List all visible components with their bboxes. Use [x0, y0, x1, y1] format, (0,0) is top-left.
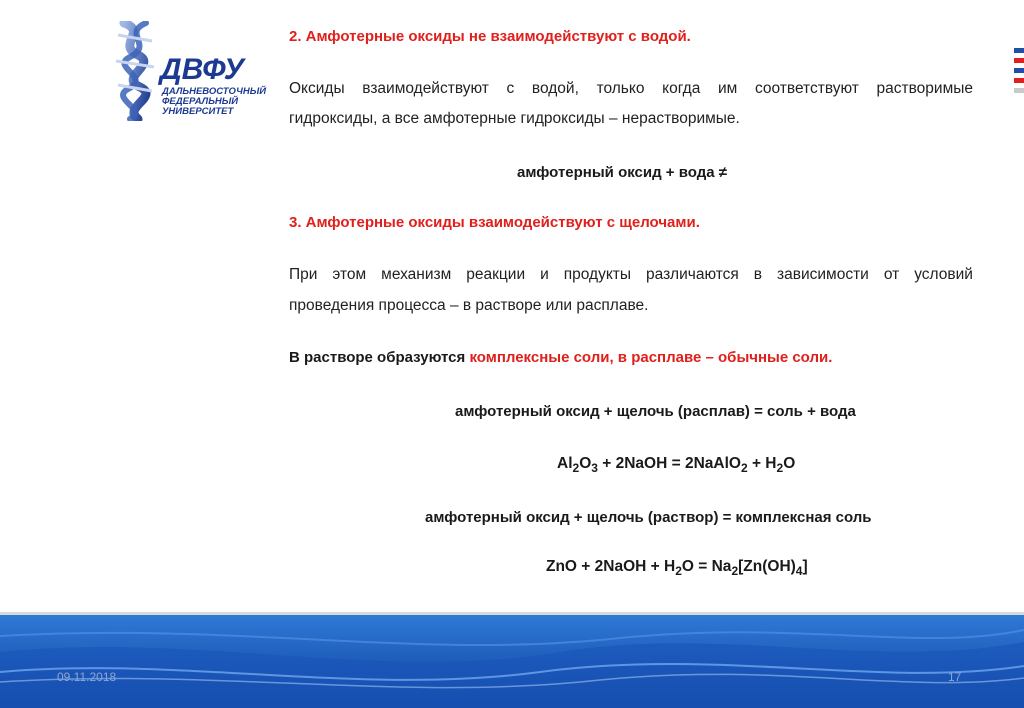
footer-date: 09.11.2018 [57, 670, 117, 684]
paragraph-line-justified [289, 74, 973, 104]
paragraph-word: только [596, 80, 645, 97]
paragraph-word: продукты [563, 266, 632, 283]
paragraph-word: условий [914, 266, 973, 283]
logo-subtitle-line1: ДАЛЬНЕВОСТОЧНЫЙ [162, 86, 267, 97]
paragraph-word: различаются [646, 266, 739, 283]
paragraph-mechanism [289, 260, 973, 290]
summary-red-text: комплексные соли, в расплаве – обычные соли. [469, 349, 833, 366]
paragraph-word: этом [332, 266, 367, 283]
paragraph-word: им [717, 80, 738, 97]
equation-al2o3-naoh: $Al_2O_3$ + 2NaOH = 2NaAlO$_2$ + $H_2O$ [557, 455, 796, 475]
word-equation-melt: амфотерный оксид + щелочь (расплав) = соль + вода [455, 403, 856, 420]
paragraph-word: в [753, 266, 763, 283]
summary-black-text: В растворе образуются [289, 349, 470, 366]
paragraph-line-justified [289, 260, 973, 290]
page-number: 17 [948, 670, 962, 684]
paragraph-word: водой, [531, 80, 579, 97]
paragraph-line: проведения процесса – в растворе или расплаве. [289, 297, 649, 314]
equation-oxide-water: амфотерный оксид + вода ≠ [517, 164, 727, 181]
paragraph-oxides-water [289, 74, 973, 104]
paragraph-word: от [883, 266, 900, 283]
dvfu-logo [108, 21, 268, 121]
logo-title: ДВФУ [160, 53, 245, 86]
paragraph-word: реакции [466, 266, 526, 283]
paragraph-line: гидроксиды, а все амфотерные гидроксиды – нерастворимые. [289, 110, 740, 127]
paragraph-word: взаимодействуют [362, 80, 489, 97]
logo-subtitle-line3: УНИВЕРСИТЕТ [162, 106, 234, 117]
paragraph-word: механизм [381, 266, 452, 283]
paragraph-word: когда [662, 80, 701, 97]
summary-line [289, 349, 832, 366]
paragraph-word: с [506, 80, 515, 97]
word-equation-solution: амфотерный оксид + щелочь (раствор) = комплексная соль [425, 509, 872, 526]
edge-stripes-decoration [1010, 20, 1024, 100]
paragraph-word: При [289, 266, 318, 283]
paragraph-word: соответствуют [754, 80, 859, 97]
footer-wave-band [0, 612, 1024, 708]
equation-zno-naoh: ZnO + 2NaOH + $H_2O = Na_2[Zn(OH)_4]$ [546, 558, 808, 578]
paragraph-word: Оксиды [289, 80, 345, 97]
paragraph-word: и [540, 266, 549, 283]
heading-point-2: 2. Амфотерные оксиды не взаимодействуют с водой. [289, 28, 691, 45]
heading-point-3: 3. Амфотерные оксиды взаимодействуют с щелочами. [289, 214, 700, 231]
paragraph-word: зависимости [777, 266, 869, 283]
paragraph-word: растворимые [876, 80, 973, 97]
logo-subtitle-line2: ФЕДЕРАЛЬНЫЙ [162, 96, 239, 107]
